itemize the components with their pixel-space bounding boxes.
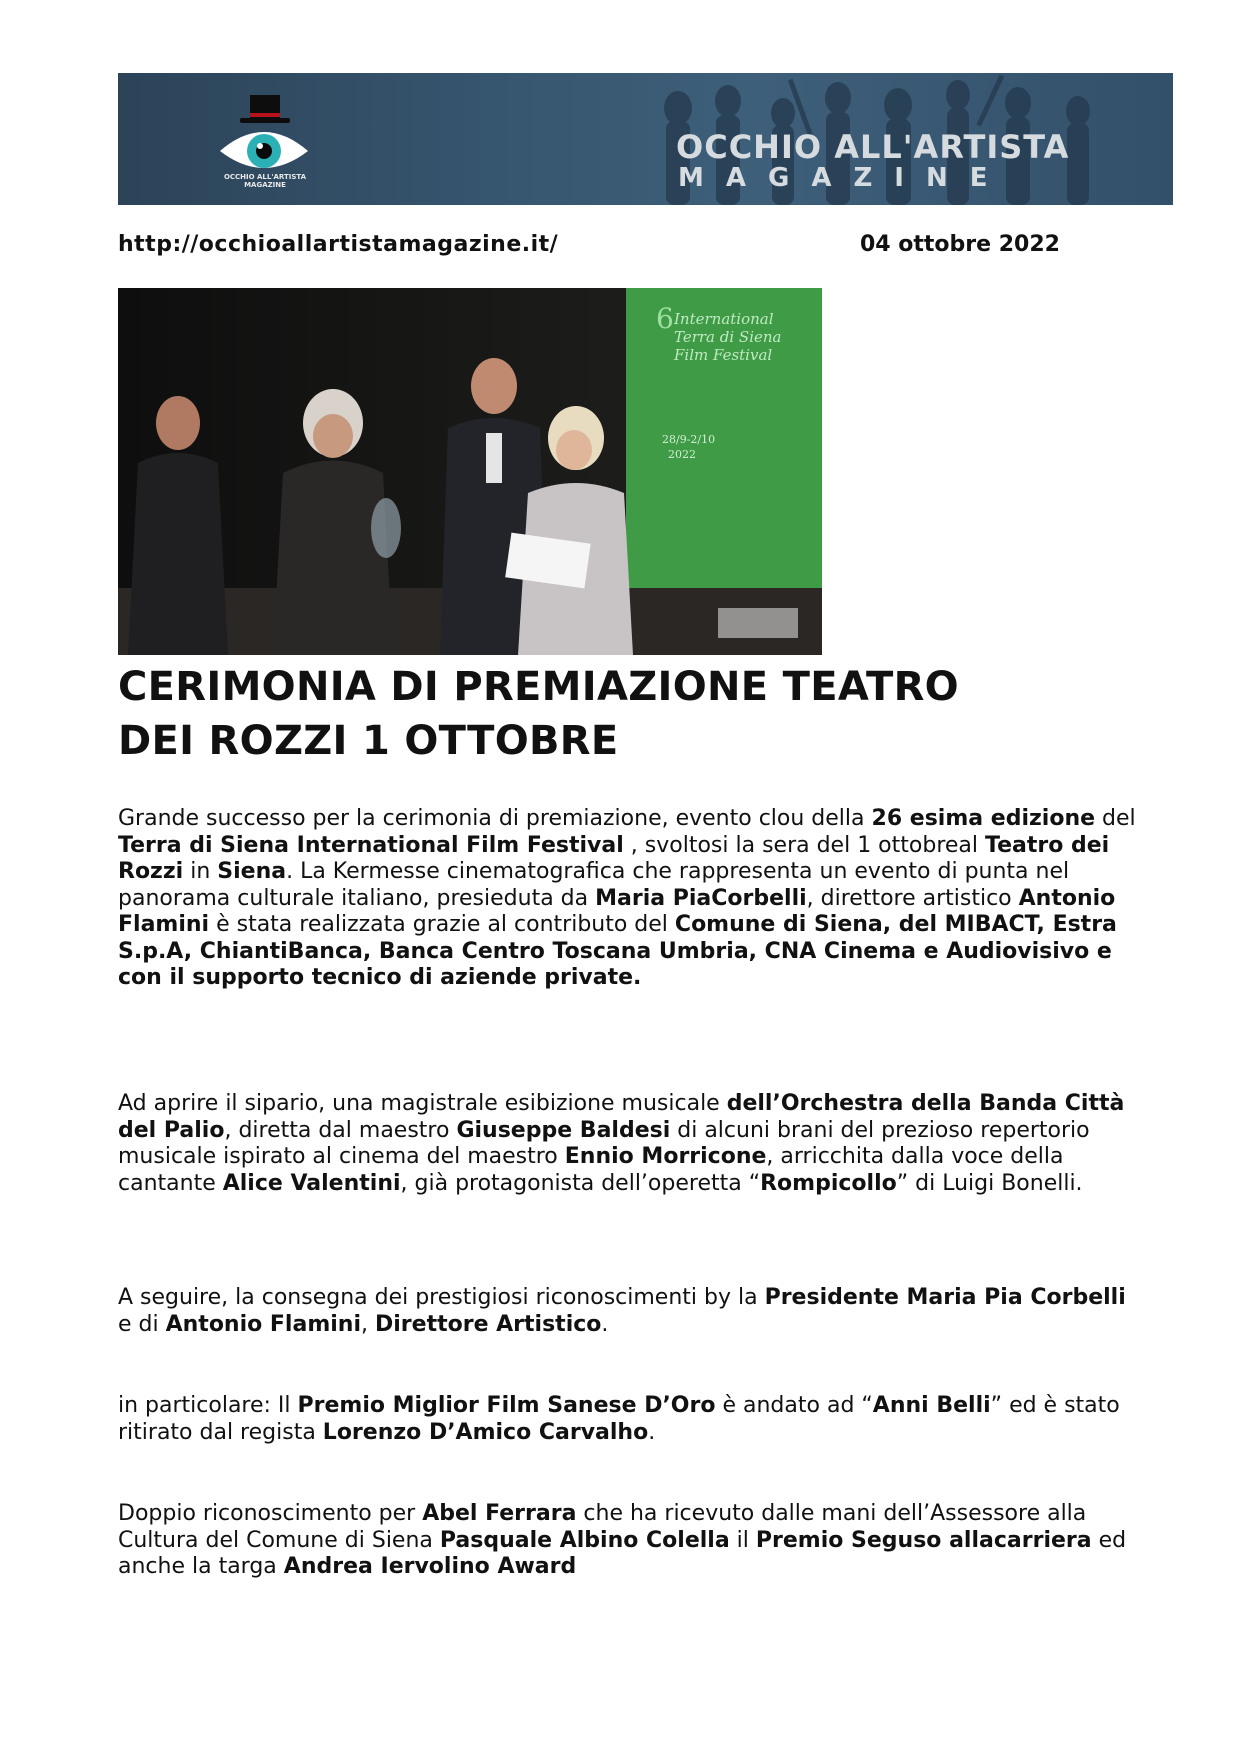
- bold-text-segment: Antonio Flamini: [165, 1311, 361, 1337]
- text-segment: Doppio riconoscimento per: [118, 1501, 423, 1526]
- text-segment: .: [601, 1311, 609, 1337]
- text-segment: , svoltosi la sera del 1 ottobreal: [623, 832, 986, 858]
- headline-line2: DEI ROZZI 1 OTTOBRE: [118, 718, 619, 764]
- text-segment: e di: [118, 1311, 166, 1337]
- bold-text-segment: Terra di Siena International Film Festival: [118, 832, 624, 858]
- source-url: http://occhioallartistamagazine.it/: [118, 232, 559, 257]
- text-segment: in particolare: Il: [118, 1393, 298, 1418]
- bold-text-segment: Direttore Artistico: [375, 1311, 602, 1337]
- paragraph-3: [118, 1285, 1138, 1338]
- magazine-banner: [118, 73, 1173, 205]
- text-segment: del: [1095, 806, 1136, 831]
- text-segment: in: [183, 859, 218, 884]
- screen-line3: Film Festival: [674, 346, 773, 364]
- screen-number: 6: [656, 302, 674, 335]
- text-segment: . La Kermesse cinematografica che rappresenta un evento di punta nel panorama culturale italiano, presieduta da: [118, 859, 1070, 911]
- text-segment: ” ed è stato ritirato dal regista: [118, 1393, 1120, 1445]
- bold-text-segment: Teatro dei Rozzi: [118, 832, 1110, 884]
- bold-text-segment: Premio Seguso allacarriera: [755, 1527, 1092, 1553]
- bold-text-segment: Comune di Siena, del MIBACT, Estra S.p.A, ChiantiBanca, Banca Centro Toscana Umbria, CNA Cinema e Audiovisivo e con il supporto tecnico di aziende private.: [118, 912, 1117, 990]
- screen-line2: Terra di Siena: [674, 328, 782, 346]
- screen-dates: 28/9-2/10: [662, 433, 716, 446]
- logo-caption-line2: MAGAZINE: [244, 181, 286, 189]
- paragraph-2: [118, 1091, 1138, 1197]
- bold-text-segment: Abel Ferrara: [422, 1501, 577, 1526]
- bold-text-segment: Pasquale Albino Colella: [439, 1527, 730, 1553]
- text-segment: , diretta dal maestro: [224, 1117, 457, 1143]
- ceremony-photo: [118, 288, 822, 655]
- bold-text-segment: Rompicollo: [760, 1170, 897, 1196]
- text-segment: ” di Luigi Bonelli.: [896, 1170, 1083, 1196]
- text-segment: Grande successo per la cerimonia di premiazione, evento clou della: [118, 806, 872, 831]
- bold-text-segment: Anni Belli: [872, 1393, 991, 1418]
- bold-text-segment: 26 esima edizione: [871, 806, 1096, 831]
- text-segment: è andato ad “: [715, 1393, 873, 1418]
- text-segment: che ha ricevuto dalle mani dell’Assessore alla Cultura del Comune di Siena: [118, 1501, 1087, 1553]
- bold-text-segment: Antonio Flamini: [118, 885, 1116, 937]
- bold-text-segment: Giuseppe Baldesi: [456, 1117, 671, 1143]
- screen-line1: International: [674, 310, 774, 328]
- text-segment: il: [729, 1527, 756, 1553]
- publication-date: 04 ottobre 2022: [860, 232, 1060, 257]
- bold-text-segment: Maria PiaCorbelli: [595, 885, 807, 911]
- logo-caption-line1: OCCHIO ALL'ARTISTA: [223, 173, 307, 181]
- text-segment: è stata realizzata grazie al contributo del: [209, 912, 675, 937]
- bold-text-segment: Lorenzo D’Amico Carvalho: [322, 1419, 649, 1445]
- headline-line1: CERIMONIA DI PREMIAZIONE TEATRO: [118, 664, 959, 710]
- logo-caption: [210, 173, 320, 189]
- article-headline: [118, 660, 1198, 768]
- text-segment: ,: [361, 1311, 375, 1337]
- bold-text-segment: Premio Miglior Film Sanese D’Oro: [297, 1393, 716, 1418]
- bold-text-segment: Andrea Iervolino Award: [283, 1554, 577, 1579]
- bold-text-segment: Alice Valentini: [222, 1170, 401, 1196]
- text-segment: A seguire, la consegna dei prestigiosi riconoscimenti by la: [118, 1285, 765, 1310]
- eye-with-top-hat-icon: [216, 93, 312, 183]
- bold-text-segment: Ennio Morricone: [564, 1144, 767, 1169]
- text-segment: , arricchita dalla voce della cantante: [118, 1144, 1064, 1196]
- text-segment: Ad aprire il sipario, una magistrale esibizione musicale: [118, 1091, 727, 1116]
- bold-text-segment: Siena: [217, 859, 287, 884]
- text-segment: , direttore artistico: [806, 885, 1019, 911]
- paragraph-1: [118, 806, 1138, 992]
- banner-subtitle: MAGAZINE: [678, 163, 1010, 193]
- banner-title: OCCHIO ALL'ARTISTA: [676, 128, 1070, 166]
- paragraph-4: [118, 1393, 1138, 1446]
- paragraph-5: [118, 1501, 1138, 1581]
- bold-text-segment: Presidente Maria Pia Corbelli: [764, 1285, 1126, 1310]
- ceremony-photo-illustration: [118, 288, 822, 655]
- bold-text-segment: dell’Orchestra della Banda Città del Palio: [118, 1091, 1125, 1143]
- text-segment: di alcuni brani del prezioso repertorio musicale ispirato al cinema del maestro: [118, 1117, 1090, 1169]
- screen-year: 2022: [668, 448, 696, 461]
- text-segment: ed anche la targa: [118, 1527, 1127, 1579]
- text-segment: , già protagonista dell’operetta “: [400, 1170, 761, 1196]
- text-segment: .: [648, 1419, 656, 1445]
